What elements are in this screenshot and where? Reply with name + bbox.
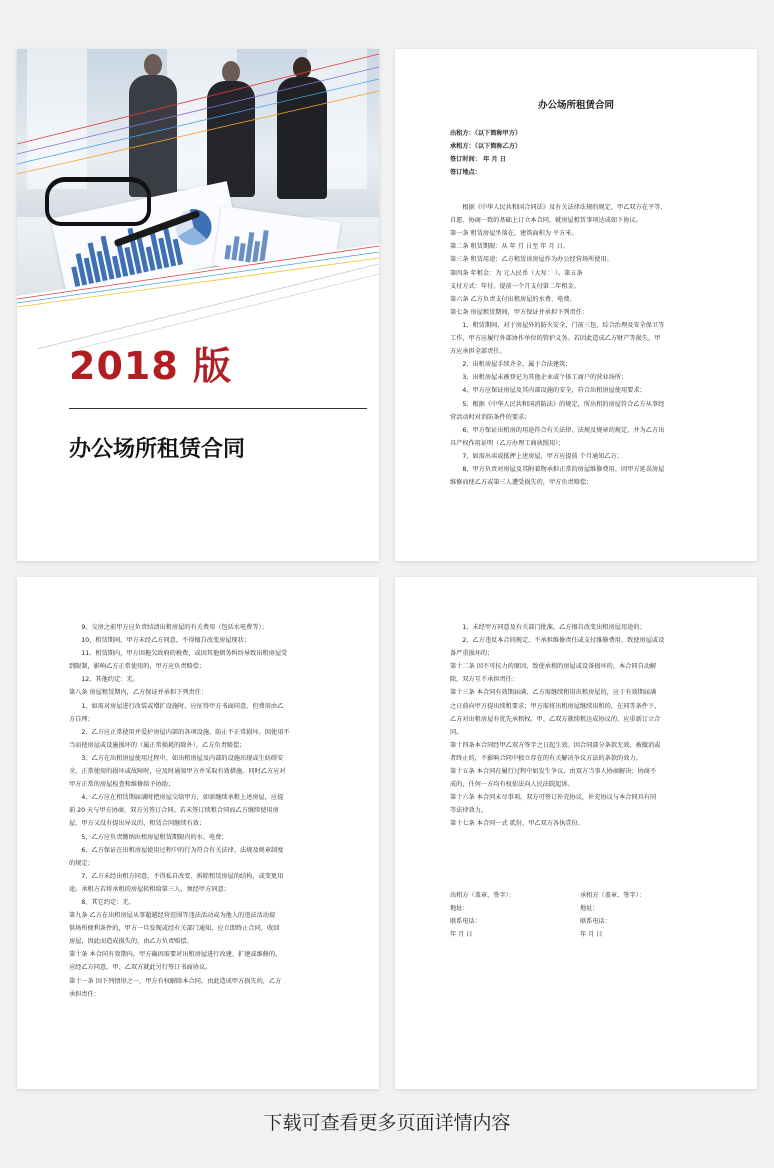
contract-line: 工作，甲方应履行外部协作单位的管护义务。若因此造成乙方财产等损失，甲 [450,335,661,343]
contract-line: 承担责任： [69,990,100,998]
signature-line: 出租方（盖章、签字）： [450,892,515,899]
header-field: 签订地点： [450,169,481,177]
contract-line: 供场所便利条件的，甲方一旦发现或经有关部门通知，应立即终止合同，收回 [69,925,280,933]
contract-line: 方应承担全部责任。 [450,348,506,356]
contract-line: 9、交房之前甲方应负责结清出租房屋的有关费用（包括水电费等）； [69,624,268,631]
contract-line: 5、乙方应负责缴纳出租房屋租赁期限内的水、电费； [69,833,228,841]
contract-line: 全、正常使用的损坏或故障时，应及时通知甲方并采取有效措施。同时乙方应对 [69,768,286,776]
contract-line: 第八条 房屋租赁期内，乙方保证并承担下列责任： [69,689,208,697]
cover-title: 办公场所租赁合同 [69,437,246,462]
decorative-lines [17,49,379,349]
page-3-body [450,621,702,831]
contract-line: 自愿、协商一致的基础上订立本合同。就房屋租赁事项达成如下协议。 [450,217,642,225]
contract-line: 第九条 乙方在出租房屋从事超越经营范围等违法活动或为他人的违法活动提 [69,912,276,920]
contract-line: 第六条 乙方负责支付出租房屋的水费、电费。 [450,295,576,303]
contract-line: 4、乙方应在租赁期届满时把房屋交给甲方，如需继续承租上述房屋，应提 [69,794,284,802]
document-title: 办公场所租赁合同 [537,100,614,111]
contract-line: 10、租赁期间，甲方未经乙方同意，不得擅自改变房屋现状； [69,637,251,645]
footer-note: 下载可查看更多页面详情内容 [263,1112,511,1134]
contract-line: 房屋，因此而造成损失的，由乙方负责赔偿。 [69,938,193,946]
page-1-body [450,188,702,489]
signature-line: 联系电话： [580,918,611,926]
contract-line: 根据《中华人民共和国合同法》及有关法律法规的规定，甲乙双方在平等、 [450,204,667,212]
contract-line: 1、租赁期间，对于房屋外的防火安全、门前三包，综合治理及安全保卫等 [450,321,665,329]
contract-line: 第十一条 因下列情形之一，甲方有权解除本合同，由此造成甲方损失的，乙方 [69,977,282,985]
contract-line: 3、出租房屋未被登记为其他企业或个体工商户的营业场所； [450,374,628,382]
contract-line: 2、乙方应正常使用并爱护房屋内部的各项设施，防止不正常损坏。因使用不 [69,728,290,736]
contract-line: 备严重损坏的； [450,650,494,658]
contract-line: 者终止的，不影响合同中独立存在的有关解决争议方法的条款的效力。 [450,754,642,762]
contract-line: 3、乙方在出租房屋使用过程中，如出租房屋及内部的设施出现或生妨碍安 [69,754,284,762]
contract-line: 1、未经甲方同意及有关部门批准，乙方擅自改变出租房屋用途的； [450,624,646,631]
contract-line: 的规定； [69,859,94,867]
signature-line: 联系电话： [450,918,481,926]
contract-line: 第十二条 因不可抗力的原因，致使承租的房屋或设备损坏的，本合同自动解 [450,663,657,671]
signature-line: 承租方（盖章、签字）： [580,892,645,899]
document-page-1 [395,49,757,561]
contract-line: 之日前向甲方提出续租要求；甲方需将出租房屋继续出租的，在同等条件下， [450,702,661,710]
page-2-body [69,621,327,1001]
contract-line: 6、乙方保证在出租房屋使用过程中的行为符合有关法律、法规及规章制度 [69,846,284,854]
contract-line: 第三条 租赁用途：乙方租赁该房屋作为办公经营场所使用。 [450,256,613,264]
contract-line: 途。承租方若将承租的房屋转租给第三人，须经甲方同意； [69,885,230,893]
contract-line: 成的，任何一方均有权依法向人民法院起诉。 [450,781,574,789]
contract-line: 第二条 租赁期限：从 年 月 日至 年 月 日。 [450,243,569,251]
header-fields [450,127,702,179]
contract-line: 6、甲方保证出租房的用途符合有关法律、法规及规章的规定，并为乙方出 [450,426,665,434]
signature-block-lessee [580,889,645,941]
cover-page [17,49,379,561]
contract-line: 4、甲方应保证房屋及其内部设施的安全，符合出租房屋使用要求； [450,387,646,395]
contract-line: 第一条 租赁房屋坐落在，建筑面积为 平方米。 [450,230,578,238]
contract-line: 8、其它约定：无。 [69,898,135,906]
cover-divider [69,408,367,409]
contract-line: 第十三条 本合同有效期届满，乙方需继续租用出租房屋的，应于有效期届满 [450,689,657,697]
contract-line: 第十条 本合同有效期内，甲方确因需要对出租房屋进行改建、扩建或维修的， [69,951,282,959]
document-page-3 [395,577,757,1089]
contract-line: 方自理； [69,715,94,723]
header-field: 出租方：（以下简称甲方） [450,130,522,137]
contract-line: 应经乙方同意，甲、乙双方就此另行签订书面协议。 [69,964,212,972]
contract-line: 前 20 天与甲方协商，双方另签订合同。若未签订续租合同而乙方继续使用房 [69,807,279,815]
contract-line: 第七条 房屋租赁期间，甲方保证并承担下列责任： [450,308,589,316]
signature-line: 年 月 日 [580,931,603,939]
cover-year-label: 2018 版 [69,344,232,388]
contract-line: 第十五条 本合同在履行过程中如发生争议，由双方当事人协商解决；协商不 [450,768,657,776]
contract-line: 维修而使乙方或第三人遭受损失的，甲方负责赔偿； [450,479,593,487]
contract-line: 1、如需对房屋进行改装或增扩设施时，应征得甲方书面同意，但费用由乙 [69,702,284,710]
contract-line: 8、甲方负责对房屋及其附着物承担正常的房屋维修费用。因甲方延误房屋 [450,465,665,473]
contract-line: 除，双方互不承担责任： [450,676,519,684]
contract-line: 12、其他约定：无。 [69,676,139,684]
signature-line: 地址： [580,905,599,913]
contract-line: 支付方式：年付。提前一个月支付第二年租金。 [450,282,580,290]
contract-line: 第四条 年租金：为 元人民币（大写： ）。第五条 [450,269,583,277]
header-field: 签订时间： 年 月 日 [450,156,506,164]
contract-line: 2、出租房屋手续齐全，属于合法建筑； [450,361,572,369]
contract-line: 等法律效力。 [450,807,488,815]
contract-line: 当而使房屋或设施损坏的（属正常损耗的除外），乙方负责赔偿； [69,741,246,749]
contract-line: 第十六条 本合同未尽事项，双方可签订补充协议，补充协议与本合同具有同 [450,794,657,802]
contract-line: 乙方对出租房屋有优先承租权。甲、乙双方就续租达成协议的，应重新订立合 [450,715,661,723]
contract-line: 第十七条 本合同一式 贰份，甲乙双方各执壹份。 [450,820,584,828]
contract-line: 7、乙方未经出租方同意，不得私自改变、拆除租赁房屋的结构，或变更用 [69,872,284,880]
contract-line: 甲方正常的房屋检查和维修给予协助； [69,781,175,789]
contract-line: 到限制，影响乙方正常使用的，甲方应负责赔偿； [69,663,206,671]
signature-line: 地址： [450,905,469,913]
contract-line: 5、根据《中华人民共和国消防法》的规定，所出租的房屋符合乙方从事经 [450,400,665,408]
contract-line: 第十四条本合同经甲乙双方签字之日起生效。因合同部分条款无效、被撤消或 [450,741,661,749]
contract-line: 7、如需出卖或抵押上述房屋，甲方应提前 个月通知乙方； [450,452,623,460]
signature-line: 年 月 日 [450,931,473,939]
contract-line: 具产权作用证明（乙方办理工商执照用）； [450,439,565,447]
document-page-2 [17,577,379,1089]
header-field: 承租方：（以下简称乙方） [450,143,522,151]
contract-line: 同。 [450,728,463,736]
contract-line [450,188,702,201]
contract-line: 2、乙方违反本合同规定，不承担维修责任或支付维修费用，致使房屋或设 [450,637,665,645]
contract-line: 11、租赁期内，甲方因拖欠政府的税费，或因其他债务纠纷导致出租房屋受 [69,650,288,658]
signature-block-lessor [450,889,515,941]
contract-line: 屋，甲方又没有提出异议的，租赁合同继续有效； [69,820,206,828]
contract-line: 营活动时对消防条件的要求； [450,413,531,421]
